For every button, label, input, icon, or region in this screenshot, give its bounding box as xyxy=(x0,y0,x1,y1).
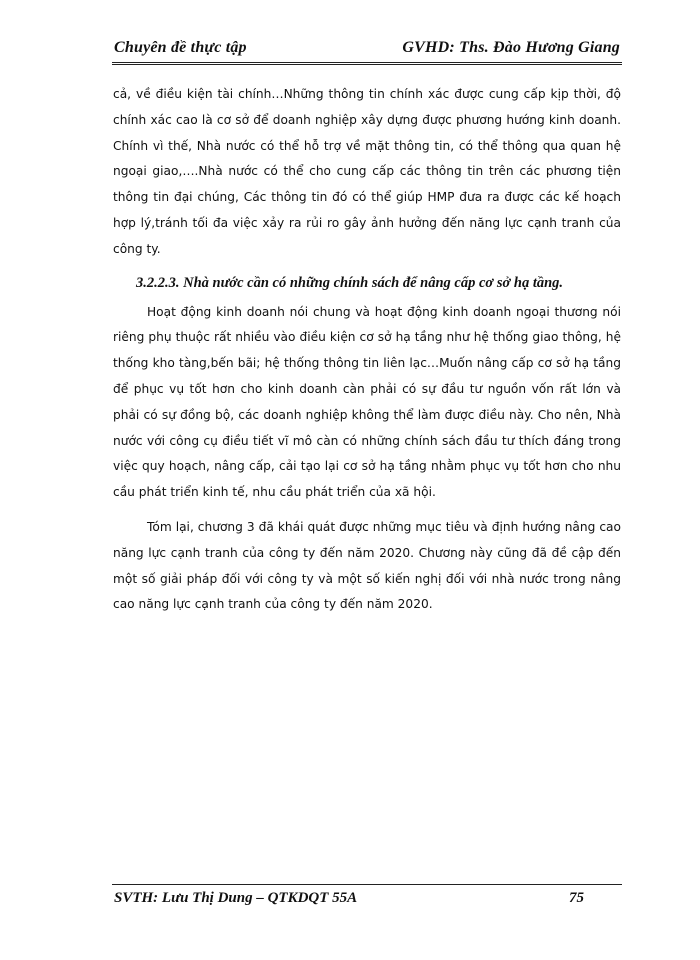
body-paragraph: cả, về điều kiện tài chính…Những thông tin chính xác được cung cấp kịp thời, độ chính xác cao là cơ sở để doanh nghiệp xây dựng được phương hướng kinh doanh. Chính vì thế, Nhà nước có thể hỗ trợ về mặt thông tin, có thể thông qua quan hệ ngoại giao,….Nhà nước có thể cho cung cấp các thông tin trên các phương tiện thông tin đại chúng, Các thông tin đó có thể giúp HMP đưa ra được các kế hoạch hợp lý,tránh tối đa việc xảy ra rủi ro gây ảnh hưởng đến năng lực cạnh tranh của công ty. xyxy=(113,87,621,256)
header-document-type: Chuyên đề thực tập xyxy=(114,39,247,56)
section-heading: 3.2.2.3. Nhà nước cần có những chính sách để nâng cấp cơ sở hạ tầng. xyxy=(136,274,564,291)
paragraph-spacer xyxy=(113,506,621,515)
header-supervisor: GVHD: Ths. Đào Hương Giang xyxy=(402,39,620,56)
page-footer xyxy=(112,884,622,909)
page-header xyxy=(112,38,622,65)
footer-student-info: SVTH: Lưu Thị Dung – QTKDQT 55A xyxy=(114,890,358,906)
body-paragraph: Hoạt động kinh doanh nói chung và hoạt động kinh doanh ngoại thương nói riêng phụ thuộc rất nhiều vào điều kiện cơ sở hạ tầng như hệ thống giao thông, hệ thống kho tàng,bến bãi; hệ thống thông tin liên lạc…Muốn nâng cấp cơ sở hạ tầng để phục vụ tốt hơn cho kinh doanh càn phải có sự đầu tư nguồn vốn rất lớn và phải có sự đồng bộ, các doanh nghiệp không thể làm được điều này. Cho nên, Nhà nước với công cụ điều tiết vĩ mô càn có những chính sách đầu tư thích đáng trong việc quy hoạch, nâng cấp, cải tạo lại cơ sở hạ tầng nhằm phục vụ tốt hơn cho nhu cầu phát triển kinh tế, nhu cầu phát triển của xã hội. xyxy=(113,304,621,500)
page-number: 75 xyxy=(569,890,584,906)
body-paragraph: Tóm lại, chương 3 đã khái quát được những mục tiêu và định hướng nâng cao năng lực cạnh tranh của công ty đến năm 2020. Chương này cũng đã đề cập đến một số giải pháp đối với công ty và một số kiến nghị đối với nhà nước trong nâng cao năng lực cạnh tranh của công ty đến năm 2020. xyxy=(113,519,621,612)
page-body xyxy=(113,82,621,618)
